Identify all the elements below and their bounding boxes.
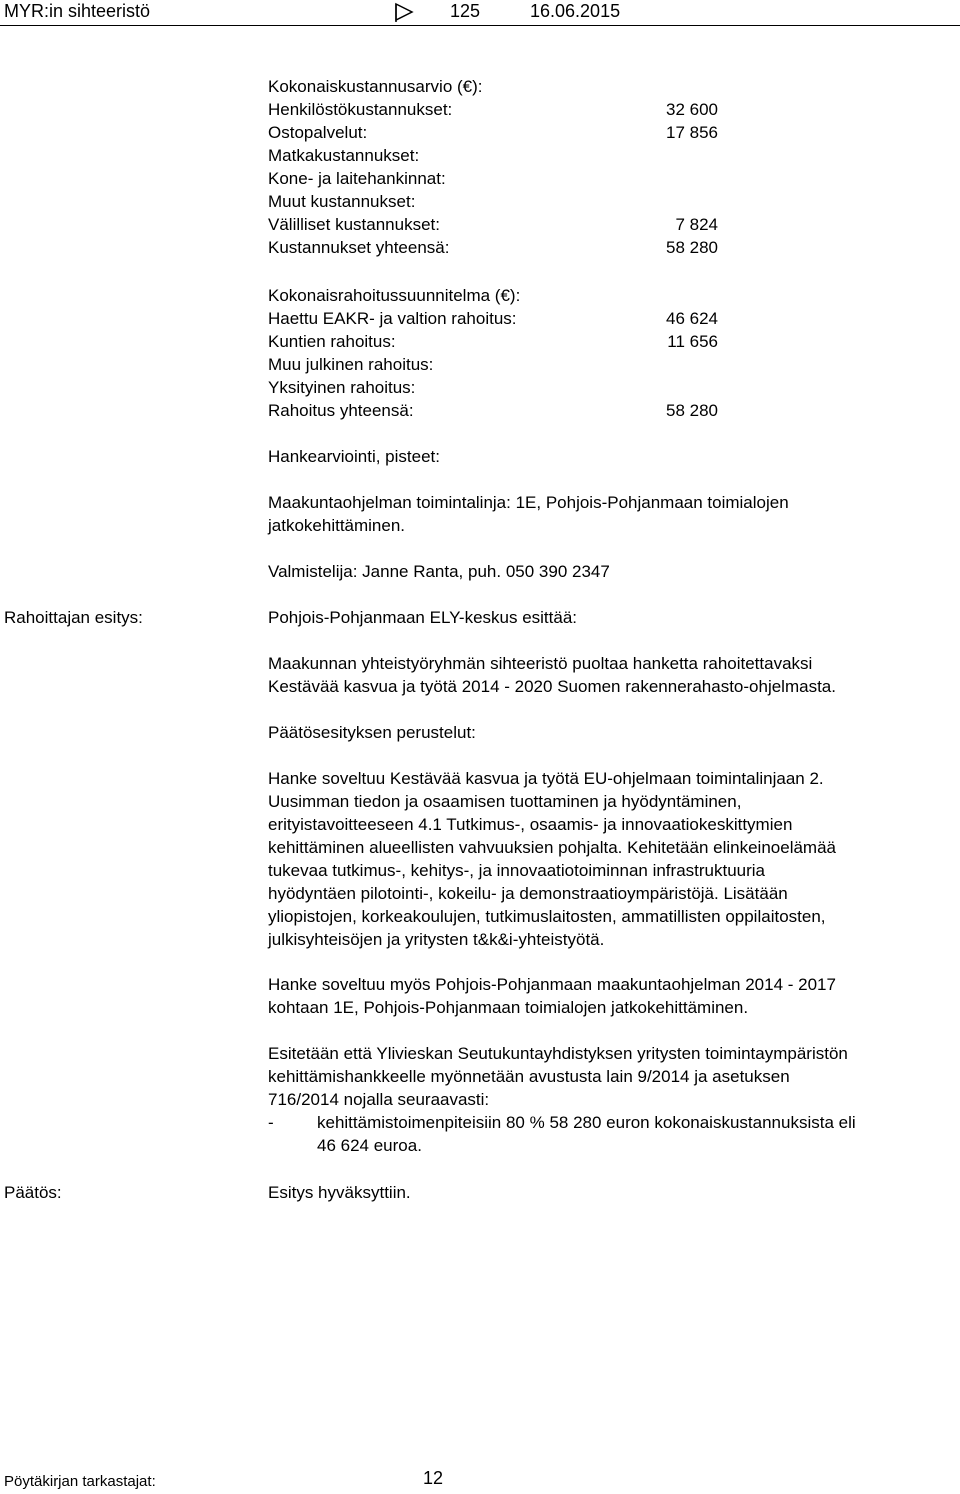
rationale-line: tukevaa tutkimus-, kehitys-, ja innovaatiotoiminnan infrastruktuuria	[268, 861, 766, 880]
cost-row	[268, 213, 718, 236]
cost-label: Kustannukset yhteensä:	[268, 238, 450, 257]
program-fit-line: kohtaan 1E, Pohjois-Pohjanmaan toimialojen jatkokehittäminen.	[268, 998, 749, 1017]
footer-page-number: 12	[423, 1468, 444, 1488]
cost-value: 17 856	[666, 123, 718, 142]
funding-value: 58 280	[666, 401, 718, 420]
funding-value: 46 624	[666, 309, 718, 328]
funding-row	[268, 307, 718, 330]
meeting-date: 16.06.2015	[530, 1, 621, 21]
funding-label: Muu julkinen rahoitus:	[268, 355, 434, 374]
funding-value: 11 656	[667, 332, 718, 351]
program-line	[268, 491, 958, 537]
program-fit-line: Hanke soveltuu myös Pohjois-Pohjanmaan maakuntaohjelman 2014 - 2017	[268, 975, 836, 994]
funding-heading: Kokonaisrahoitussuunnitelma (€):	[268, 286, 521, 305]
grant-line: 716/2014 nojalla seuraavasti:	[268, 1090, 490, 1109]
program-line-text: jatkokehittäminen.	[268, 516, 406, 535]
proposal-line: Maakunnan yhteistyöryhmän sihteeristö puoltaa hanketta rahoitettavaksi	[268, 654, 813, 673]
funding-row	[268, 353, 718, 376]
proposal-side-label: Rahoittajan esitys:	[4, 608, 143, 627]
program-fit-paragraph	[268, 973, 958, 1019]
rationale-line: julkisyhteisöjen ja yritysten t&k&i-yhteistyötä.	[268, 930, 605, 949]
grant-list-item	[268, 1111, 958, 1157]
cost-row	[268, 144, 718, 167]
proposal-paragraph	[268, 652, 958, 698]
funding-row	[268, 330, 718, 353]
page-header	[0, 0, 960, 24]
document-title: MYR:in sihteeristö	[4, 1, 151, 21]
proposal-line: Kestävää kasvua ja työtä 2014 - 2020 Suomen rakennerahasto-ohjelmasta.	[268, 677, 836, 696]
rationale-line: Uusimman tiedon ja osaamisen tuottaminen ja hyödyntäminen,	[268, 792, 742, 811]
page-number: 125	[450, 1, 481, 21]
preparer-info: Valmistelija: Janne Ranta, puh. 050 390 2347	[268, 562, 610, 581]
grant-paragraph	[268, 1042, 958, 1111]
costs-heading: Kokonaiskustannusarvio (€):	[268, 77, 483, 96]
header-divider	[0, 25, 960, 26]
evaluation-points: Hankearviointi, pisteet:	[268, 447, 440, 466]
decision-side-label: Päätös:	[4, 1183, 62, 1202]
grant-line: kehittämishankkeelle myönnetään avustusta lain 9/2014 ja asetuksen	[268, 1067, 790, 1086]
cost-label: Matkakustannukset:	[268, 146, 420, 165]
cost-value: 32 600	[666, 100, 718, 119]
grant-line: Esitetään että Ylivieskan Seutukuntayhdistyksen yritysten toimintaympäristön	[268, 1044, 848, 1063]
cost-row	[268, 167, 718, 190]
cost-label: Ostopalvelut:	[268, 123, 368, 142]
rationale-line: hyödyntäen pilotointi-, kokeilu- ja demonstraatioympäristöjä. Lisätään	[268, 884, 788, 903]
cost-row	[268, 121, 718, 144]
funding-total-row	[268, 399, 718, 422]
cost-label: Henkilöstökustannukset:	[268, 100, 453, 119]
funding-label: Rahoitus yhteensä:	[268, 401, 414, 420]
cost-value: 7 824	[675, 215, 718, 234]
funding-row	[268, 376, 718, 399]
list-dash: -	[268, 1113, 274, 1132]
list-item-line: 46 624 euroa.	[317, 1136, 422, 1155]
list-item-text	[317, 1111, 856, 1157]
program-line-text: Maakuntaohjelman toimintalinja: 1E, Pohjois-Pohjanmaan toimialojen	[268, 493, 789, 512]
cost-total-row	[268, 236, 718, 259]
cost-label: Muut kustannukset:	[268, 192, 416, 211]
funding-label: Yksityinen rahoitus:	[268, 378, 416, 397]
rationale-line: kehittäminen alueellisten vahvuuksien pohjalta. Kehitetään elinkeinoelämää	[268, 838, 836, 857]
decision-text: Esitys hyväksyttiin.	[268, 1183, 411, 1202]
proposal-intro: Pohjois-Pohjanmaan ELY-keskus esittää:	[268, 608, 578, 627]
funding-label: Haettu EAKR- ja valtion rahoitus:	[268, 309, 517, 328]
rationale-heading: Päätösesityksen perustelut:	[268, 723, 476, 742]
rationale-line: yliopistojen, korkeakoulujen, tutkimuslaitosten, ammatillisten oppilaitosten,	[268, 907, 826, 926]
rationale-line: erityistavoitteeseen 4.1 Tutkimus-, osaamis- ja innovaatiokeskittymien	[268, 815, 793, 834]
rationale-paragraph	[268, 767, 958, 951]
funding-label: Kuntien rahoitus:	[268, 332, 396, 351]
document-flag-icon	[393, 1, 415, 23]
cost-label: Kone- ja laitehankinnat:	[268, 169, 446, 188]
cost-label: Välilliset kustannukset:	[268, 215, 440, 234]
cost-row	[268, 190, 718, 213]
cost-value: 58 280	[666, 238, 718, 257]
footer-label: Pöytäkirjan tarkastajat:	[4, 1473, 156, 1490]
cost-row	[268, 98, 718, 121]
rationale-line: Hanke soveltuu Kestävää kasvua ja työtä EU-ohjelmaan toimintalinjaan 2.	[268, 769, 824, 788]
list-item-line: kehittämistoimenpiteisiin 80 % 58 280 euron kokonaiskustannuksista eli	[317, 1113, 856, 1132]
